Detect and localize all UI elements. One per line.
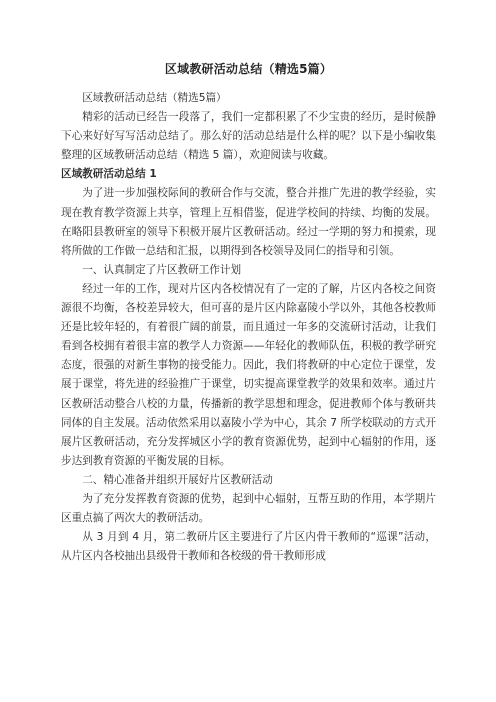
section-paragraph-2: 经过一年的工作，现对片区内各校情况有了一定的了解，片区内各校之间资源很不均衡，各校差异较大，但可喜的是片区内除嘉陵小学以外，其他各校教师还是比较年轻的，有着很广阔的前景，而且通过一年多的交流研讨活动，让我们看到各校拥有着很丰富的教学人力资源——年轻化的教师队伍，积极的教学研究态度，很强的对新生事物的接受能力。因此，我们将教研的中心定位于课堂，发展于课堂，将先进的经验推广于课堂，切实提高课堂教学的效果和效率。通过片区教研活动整合八校的力量，传播新的教学思想和理念，促进教师个体与教研共同体的自主发展。活动依然采用以嘉陵小学为中心，其余 7 所学校联动的方式开展片区教研活动，充分发挥城区小学的教育资源优势，起到中心辐射的作用，逐步达到教育资源的平衡发展的目标。 xyxy=(61,282,436,467)
section-heading: 区域教研活动总结 1 xyxy=(61,168,157,181)
subheading-2: 二、精心准备并组织开展好片区教研活动 xyxy=(82,473,273,486)
section-paragraph-4: 从 3 月到 4 月，第二教研片区主要进行了片区内骨干教师的“巡课”活动，从片区内各校抽出县级骨干教师和各校级的骨干教师形成 xyxy=(61,531,436,563)
section-paragraph-3: 为了充分发挥教育资源的优势，起到中心辐射，互帮互助的作用，本学期片区重点搞了两次大的教研活动。 xyxy=(61,492,436,525)
document-page xyxy=(61,60,436,566)
intro-subtitle: 区域教研活动总结（精选5篇） xyxy=(82,92,227,104)
section-paragraph-1: 为了进一步加强校际间的教研合作与交流，整合并推广先进的教学经验，实现在教育教学资源上共享，管理上互相借鉴，促进学校间的持续、均衡的发展。在略阳县教研室的领导下积极开展片区教研活动。经过一学期的努力和摸索，现将所做的工作做一总结和汇报，以期得到各校领导及同仁的指导和引领。 xyxy=(61,187,436,257)
intro-paragraph: 精彩的活动已经告一段落了，我们一定都积累了不少宝贵的经历，是时候静下心来好好写写活动总结了。那么好的活动总结是什么样的呢？以下是小编收集整理的区域教研活动总结（精选 5 篇），欢迎阅读与收藏。 xyxy=(61,111,436,162)
document-title: 区域教研活动总结（精选5篇） xyxy=(164,62,333,76)
subheading-1: 一、认真制定了片区教研工作计划 xyxy=(82,263,242,276)
